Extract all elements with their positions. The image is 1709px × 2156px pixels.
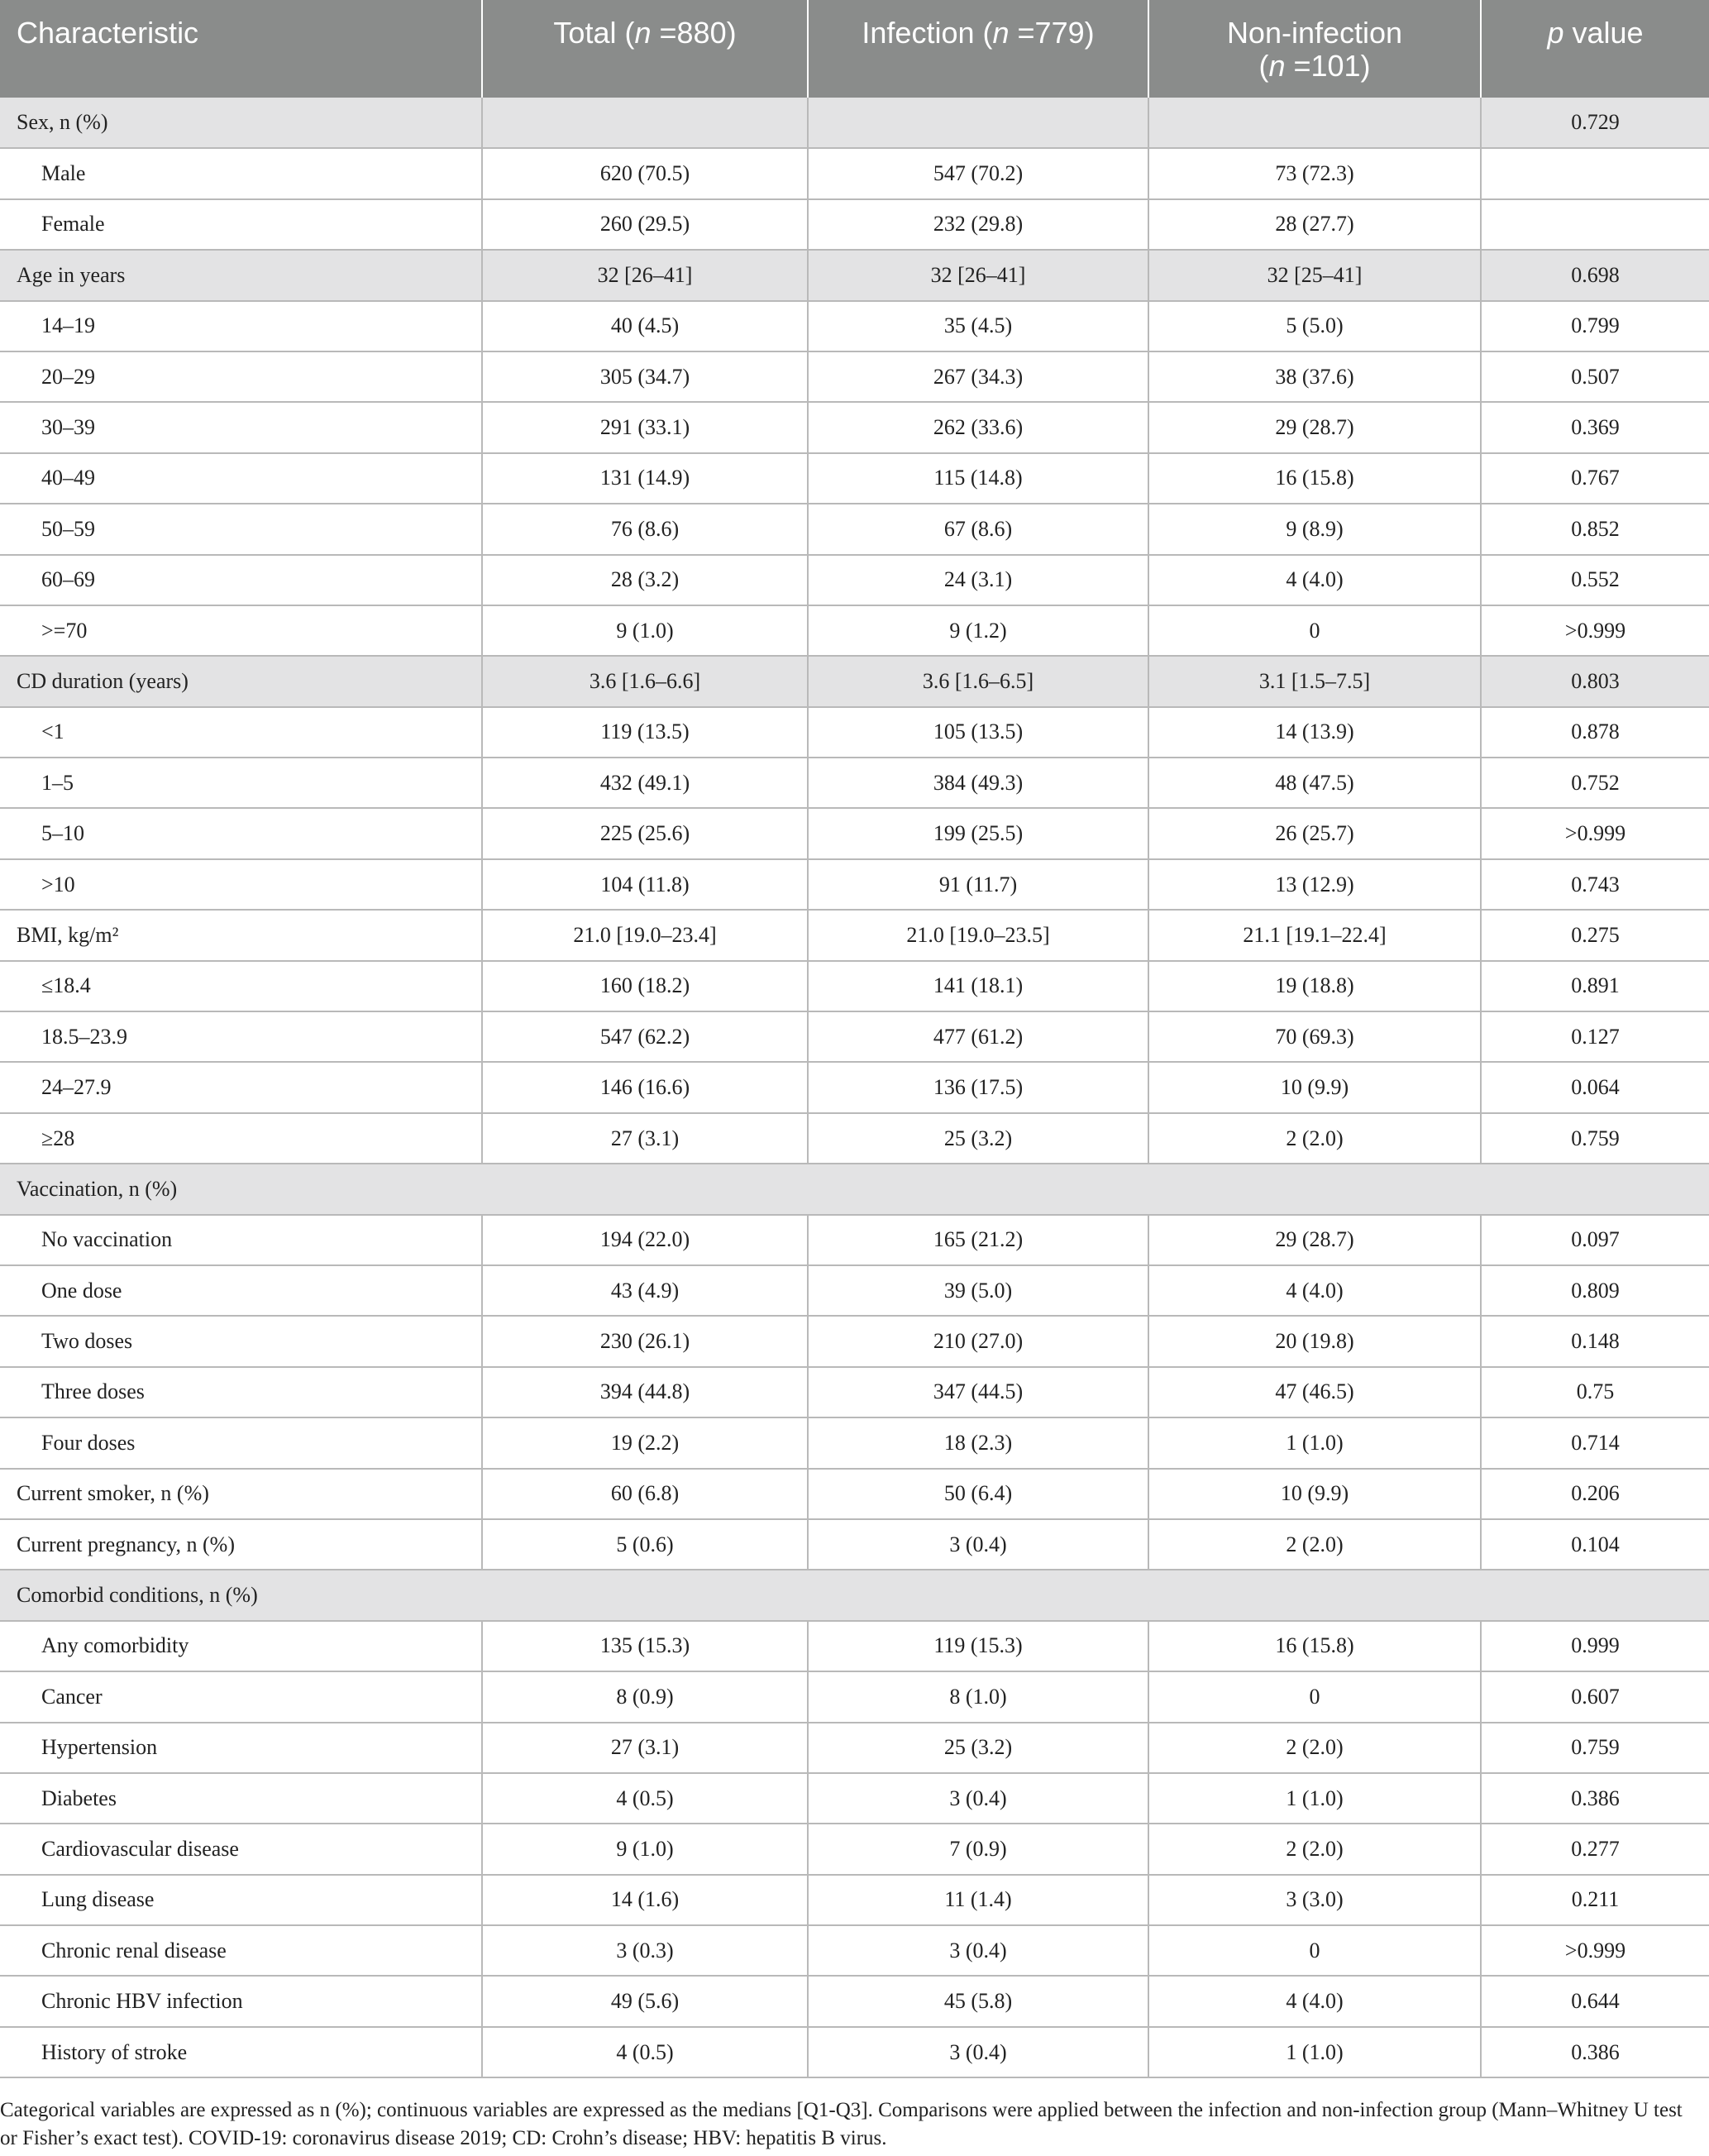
infection-value: 25 (3.2)	[808, 1113, 1148, 1164]
infection-value: 7 (0.9)	[808, 1824, 1148, 1874]
total-value: 32 [26–41]	[482, 250, 808, 300]
non-infection-value: 29 (28.7)	[1148, 1215, 1481, 1265]
infection-value: 45 (5.8)	[808, 1976, 1148, 2026]
total-value: 160 (18.2)	[482, 961, 808, 1011]
total-value: 14 (1.6)	[482, 1875, 808, 1925]
p-value: 0.698	[1481, 250, 1709, 300]
p-value: 0.644	[1481, 1976, 1709, 2026]
table-header-row	[0, 0, 1709, 98]
infection-value: 3 (0.4)	[808, 1773, 1148, 1824]
p-value: 0.277	[1481, 1824, 1709, 1874]
header-infection-prefix: Infection (	[862, 16, 993, 50]
p-value: 0.852	[1481, 504, 1709, 554]
row-label: Chronic HBV infection	[0, 1976, 482, 2026]
non-infection-value: 0	[1148, 605, 1481, 656]
total-value: 230 (26.1)	[482, 1316, 808, 1366]
total-value: 27 (3.1)	[482, 1723, 808, 1773]
table-row	[0, 98, 1709, 148]
total-value: 131 (14.9)	[482, 453, 808, 504]
non-infection-value: 2 (2.0)	[1148, 1824, 1481, 1874]
infection-value: 3 (0.4)	[808, 2027, 1148, 2077]
infection-value: 9 (1.2)	[808, 605, 1148, 656]
row-label: Four doses	[0, 1417, 482, 1468]
infection-value: 262 (33.6)	[808, 402, 1148, 452]
table-row	[0, 910, 1709, 960]
row-label: Two doses	[0, 1316, 482, 1366]
p-value: 0.552	[1481, 555, 1709, 605]
total-value	[482, 98, 808, 148]
infection-value: 210 (27.0)	[808, 1316, 1148, 1366]
p-value: 0.127	[1481, 1011, 1709, 1062]
p-value: 0.759	[1481, 1723, 1709, 1773]
table-row	[0, 1875, 1709, 1925]
non-infection-value: 70 (69.3)	[1148, 1011, 1481, 1062]
header-total-prefix: Total (	[553, 16, 635, 50]
total-value: 28 (3.2)	[482, 555, 808, 605]
p-value: 0.369	[1481, 402, 1709, 452]
table-row	[0, 1570, 1709, 1620]
table-row	[0, 1773, 1709, 1824]
row-label: 5–10	[0, 808, 482, 858]
non-infection-value: 19 (18.8)	[1148, 961, 1481, 1011]
header-non-infection-prefix: (	[1258, 49, 1269, 83]
row-label: >=70	[0, 605, 482, 656]
infection-value: 11 (1.4)	[808, 1875, 1148, 1925]
infection-value: 25 (3.2)	[808, 1723, 1148, 1773]
table-row	[0, 555, 1709, 605]
non-infection-value: 3.1 [1.5–7.5]	[1148, 656, 1481, 706]
header-p-value	[1481, 0, 1709, 98]
table-row	[0, 1671, 1709, 1722]
total-value: 8 (0.9)	[482, 1671, 808, 1722]
table-row	[0, 1519, 1709, 1570]
non-infection-value: 10 (9.9)	[1148, 1469, 1481, 1519]
table-row	[0, 1621, 1709, 1671]
table-row	[0, 1265, 1709, 1316]
p-value: 0.891	[1481, 961, 1709, 1011]
infection-value: 24 (3.1)	[808, 555, 1148, 605]
p-value: 0.75	[1481, 1367, 1709, 1417]
total-value: 394 (44.8)	[482, 1367, 808, 1417]
row-label: Diabetes	[0, 1773, 482, 1824]
table-row	[0, 402, 1709, 452]
p-value: 0.064	[1481, 1062, 1709, 1112]
p-value: 0.507	[1481, 351, 1709, 402]
total-value: 40 (4.5)	[482, 301, 808, 351]
infection-value: 3.6 [1.6–6.5]	[808, 656, 1148, 706]
table-row	[0, 1976, 1709, 2026]
infection-value: 165 (21.2)	[808, 1215, 1148, 1265]
row-label: 20–29	[0, 351, 482, 402]
non-infection-value: 29 (28.7)	[1148, 402, 1481, 452]
non-infection-value: 2 (2.0)	[1148, 1113, 1481, 1164]
infection-value: 141 (18.1)	[808, 961, 1148, 1011]
infection-value: 267 (34.3)	[808, 351, 1148, 402]
row-label: 24–27.9	[0, 1062, 482, 1112]
total-value: 43 (4.9)	[482, 1265, 808, 1316]
row-label: 14–19	[0, 301, 482, 351]
row-label: Male	[0, 148, 482, 198]
row-label: No vaccination	[0, 1215, 482, 1265]
total-value: 547 (62.2)	[482, 1011, 808, 1062]
p-value: 0.714	[1481, 1417, 1709, 1468]
infection-value: 136 (17.5)	[808, 1062, 1148, 1112]
non-infection-value: 3 (3.0)	[1148, 1875, 1481, 1925]
non-infection-value: 2 (2.0)	[1148, 1723, 1481, 1773]
row-label: Hypertension	[0, 1723, 482, 1773]
row-label: Cancer	[0, 1671, 482, 1722]
p-value: 0.206	[1481, 1469, 1709, 1519]
table-row	[0, 1215, 1709, 1265]
table-row	[0, 1824, 1709, 1874]
infection-value: 119 (15.3)	[808, 1621, 1148, 1671]
total-value: 76 (8.6)	[482, 504, 808, 554]
total-value: 3 (0.3)	[482, 1925, 808, 1976]
non-infection-value: 16 (15.8)	[1148, 453, 1481, 504]
table-row	[0, 1011, 1709, 1062]
row-label: One dose	[0, 1265, 482, 1316]
table-row	[0, 504, 1709, 554]
non-infection-value: 28 (27.7)	[1148, 199, 1481, 250]
table-row	[0, 1316, 1709, 1366]
p-value	[1481, 199, 1709, 250]
header-total	[482, 0, 808, 98]
row-label: Cardiovascular disease	[0, 1824, 482, 1874]
header-characteristic-label: Characteristic	[17, 16, 199, 50]
infection-value: 21.0 [19.0–23.5]	[808, 910, 1148, 960]
row-label: Female	[0, 199, 482, 250]
p-value: 0.878	[1481, 707, 1709, 758]
infection-value: 232 (29.8)	[808, 199, 1148, 250]
table-row	[0, 656, 1709, 706]
header-non-infection-n: n	[1268, 49, 1286, 83]
table-row	[0, 1113, 1709, 1164]
table-row	[0, 1417, 1709, 1468]
row-label: 60–69	[0, 555, 482, 605]
infection-value	[808, 98, 1148, 148]
p-value: 0.211	[1481, 1875, 1709, 1925]
row-label: Current pregnancy, n (%)	[0, 1519, 482, 1570]
infection-value: 547 (70.2)	[808, 148, 1148, 198]
non-infection-value: 10 (9.9)	[1148, 1062, 1481, 1112]
row-label: BMI, kg/m²	[0, 910, 482, 960]
total-value: 4 (0.5)	[482, 1773, 808, 1824]
infection-value: 3 (0.4)	[808, 1519, 1148, 1570]
table-row	[0, 453, 1709, 504]
total-value: 194 (22.0)	[482, 1215, 808, 1265]
table-body	[0, 98, 1709, 2077]
p-value	[1481, 148, 1709, 198]
row-label: ≥28	[0, 1113, 482, 1164]
non-infection-value: 9 (8.9)	[1148, 504, 1481, 554]
row-label: Vaccination, n (%)	[0, 1164, 1709, 1214]
infection-value: 67 (8.6)	[808, 504, 1148, 554]
row-label: 30–39	[0, 402, 482, 452]
table-row	[0, 1925, 1709, 1976]
non-infection-value: 2 (2.0)	[1148, 1519, 1481, 1570]
infection-value: 35 (4.5)	[808, 301, 1148, 351]
row-label: Comorbid conditions, n (%)	[0, 1570, 1709, 1620]
header-total-n: n	[634, 16, 652, 50]
table-row	[0, 707, 1709, 758]
total-value: 60 (6.8)	[482, 1469, 808, 1519]
table-row	[0, 148, 1709, 198]
non-infection-value: 20 (19.8)	[1148, 1316, 1481, 1366]
p-value: >0.999	[1481, 808, 1709, 858]
total-value: 260 (29.5)	[482, 199, 808, 250]
table-row	[0, 605, 1709, 656]
infection-value: 105 (13.5)	[808, 707, 1148, 758]
total-value: 19 (2.2)	[482, 1417, 808, 1468]
total-value: 119 (13.5)	[482, 707, 808, 758]
table-row	[0, 1723, 1709, 1773]
non-infection-value: 48 (47.5)	[1148, 758, 1481, 808]
row-label: Any comorbidity	[0, 1621, 482, 1671]
row-label: 50–59	[0, 504, 482, 554]
row-label: CD duration (years)	[0, 656, 482, 706]
infection-value: 32 [26–41]	[808, 250, 1148, 300]
row-label: Chronic renal disease	[0, 1925, 482, 1976]
non-infection-value: 1 (1.0)	[1148, 2027, 1481, 2077]
table-footnote: Categorical variables are expressed as n (%); continuous variables are expressed as the medians [Q1-Q3]. Comparisons were applied between the infection and non-infection group (Mann–Whitney U test or Fisher’s exact test). COVID-19: coronavirus disease 2019; CD: Crohn’s disease; HBV: hepatitis B virus.	[0, 2099, 1683, 2149]
infection-value: 39 (5.0)	[808, 1265, 1148, 1316]
table-row	[0, 1164, 1709, 1214]
p-value: 0.148	[1481, 1316, 1709, 1366]
total-value: 9 (1.0)	[482, 1824, 808, 1874]
p-value: 0.386	[1481, 2027, 1709, 2077]
non-infection-value: 16 (15.8)	[1148, 1621, 1481, 1671]
p-value: 0.607	[1481, 1671, 1709, 1722]
table-row	[0, 859, 1709, 910]
p-value: 0.729	[1481, 98, 1709, 148]
p-value: 0.275	[1481, 910, 1709, 960]
infection-value: 384 (49.3)	[808, 758, 1148, 808]
header-infection-n: n	[992, 16, 1010, 50]
non-infection-value: 47 (46.5)	[1148, 1367, 1481, 1417]
table-row	[0, 250, 1709, 300]
infection-value: 50 (6.4)	[808, 1469, 1148, 1519]
total-value: 9 (1.0)	[482, 605, 808, 656]
table-row	[0, 808, 1709, 858]
row-label: <1	[0, 707, 482, 758]
non-infection-value: 1 (1.0)	[1148, 1417, 1481, 1468]
non-infection-value: 73 (72.3)	[1148, 148, 1481, 198]
row-label: >10	[0, 859, 482, 910]
non-infection-value: 21.1 [19.1–22.4]	[1148, 910, 1481, 960]
header-characteristic	[0, 0, 482, 98]
row-label: 18.5–23.9	[0, 1011, 482, 1062]
row-label: Lung disease	[0, 1875, 482, 1925]
non-infection-value: 4 (4.0)	[1148, 555, 1481, 605]
total-value: 146 (16.6)	[482, 1062, 808, 1112]
non-infection-value	[1148, 98, 1481, 148]
total-value: 620 (70.5)	[482, 148, 808, 198]
header-non-infection	[1148, 0, 1481, 98]
total-value: 3.6 [1.6–6.6]	[482, 656, 808, 706]
p-value: 0.759	[1481, 1113, 1709, 1164]
header-infection-suffix: =779)	[1009, 16, 1095, 50]
row-label: ≤18.4	[0, 961, 482, 1011]
non-infection-value: 0	[1148, 1925, 1481, 1976]
non-infection-value: 38 (37.6)	[1148, 351, 1481, 402]
total-value: 4 (0.5)	[482, 2027, 808, 2077]
total-value: 305 (34.7)	[482, 351, 808, 402]
p-value: 0.104	[1481, 1519, 1709, 1570]
row-label: Three doses	[0, 1367, 482, 1417]
p-value: 0.097	[1481, 1215, 1709, 1265]
non-infection-value: 4 (4.0)	[1148, 1976, 1481, 2026]
row-label: History of stroke	[0, 2027, 482, 2077]
infection-value: 347 (44.5)	[808, 1367, 1148, 1417]
row-label: Current smoker, n (%)	[0, 1469, 482, 1519]
p-value: >0.999	[1481, 1925, 1709, 1976]
p-value: 0.999	[1481, 1621, 1709, 1671]
table-row	[0, 758, 1709, 808]
p-value: 0.752	[1481, 758, 1709, 808]
p-value: 0.799	[1481, 301, 1709, 351]
total-value: 104 (11.8)	[482, 859, 808, 910]
total-value: 5 (0.6)	[482, 1519, 808, 1570]
infection-value: 115 (14.8)	[808, 453, 1148, 504]
non-infection-value: 1 (1.0)	[1148, 1773, 1481, 1824]
table-row	[0, 351, 1709, 402]
header-non-infection-suffix: =101)	[1285, 49, 1371, 83]
non-infection-value: 26 (25.7)	[1148, 808, 1481, 858]
p-value: 0.743	[1481, 859, 1709, 910]
infection-value: 3 (0.4)	[808, 1925, 1148, 1976]
header-p-value-label: value	[1563, 16, 1644, 50]
header-p-symbol: p	[1547, 16, 1564, 50]
total-value: 21.0 [19.0–23.4]	[482, 910, 808, 960]
row-label: Sex, n (%)	[0, 98, 482, 148]
non-infection-value: 32 [25–41]	[1148, 250, 1481, 300]
total-value: 27 (3.1)	[482, 1113, 808, 1164]
infection-value: 199 (25.5)	[808, 808, 1148, 858]
non-infection-value: 4 (4.0)	[1148, 1265, 1481, 1316]
infection-value: 91 (11.7)	[808, 859, 1148, 910]
infection-value: 477 (61.2)	[808, 1011, 1148, 1062]
p-value: 0.767	[1481, 453, 1709, 504]
p-value: 0.803	[1481, 656, 1709, 706]
non-infection-value: 0	[1148, 1671, 1481, 1722]
table-row	[0, 1062, 1709, 1112]
total-value: 432 (49.1)	[482, 758, 808, 808]
table-row	[0, 1469, 1709, 1519]
infection-value: 18 (2.3)	[808, 1417, 1148, 1468]
table-row	[0, 961, 1709, 1011]
header-infection	[808, 0, 1148, 98]
total-value: 225 (25.6)	[482, 808, 808, 858]
header-total-suffix: =880)	[651, 16, 737, 50]
row-label: Age in years	[0, 250, 482, 300]
row-label: 40–49	[0, 453, 482, 504]
p-value: 0.386	[1481, 1773, 1709, 1824]
total-value: 291 (33.1)	[482, 402, 808, 452]
table-row	[0, 2027, 1709, 2077]
p-value: >0.999	[1481, 605, 1709, 656]
non-infection-value: 13 (12.9)	[1148, 859, 1481, 910]
total-value: 135 (15.3)	[482, 1621, 808, 1671]
non-infection-value: 5 (5.0)	[1148, 301, 1481, 351]
p-value: 0.809	[1481, 1265, 1709, 1316]
infection-value: 8 (1.0)	[808, 1671, 1148, 1722]
table-row	[0, 199, 1709, 250]
total-value: 49 (5.6)	[482, 1976, 808, 2026]
header-non-infection-title: Non-infection	[1226, 16, 1403, 50]
table-row	[0, 301, 1709, 351]
table-row	[0, 1367, 1709, 1417]
row-label: 1–5	[0, 758, 482, 808]
non-infection-value: 14 (13.9)	[1148, 707, 1481, 758]
